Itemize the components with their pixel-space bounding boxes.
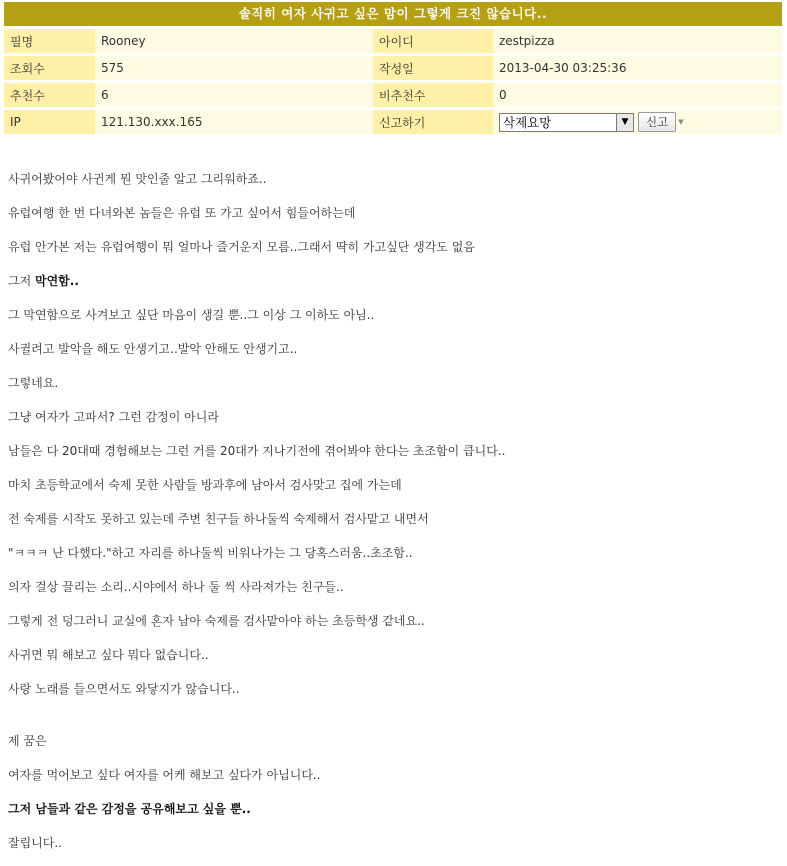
body-bold-text: 막연함..	[35, 274, 79, 288]
body-line	[8, 264, 778, 298]
body-bold-text: 그저 남들과 같은 감정을 공유해보고 싶을 뿐..	[8, 802, 251, 816]
body-line: 마치 초등학교에서 숙제 못한 사람들 방과후에 남아서 검사맞고 집에 가는데	[8, 478, 402, 492]
dropdown-caret-icon: ▼	[678, 118, 684, 126]
body-line: 남들은 다 20대때 경험해보는 그런 거를 20대가 지나기전에 겪어봐야 한다는 초조함이 큽니다..	[8, 444, 506, 458]
nick-label: 필명	[4, 29, 95, 53]
post-meta-table	[4, 26, 782, 137]
views-value: 575	[95, 56, 373, 80]
body-line: 여자를 먹어보고 싶다 여자를 어케 해보고 싶다가 아닙니다..	[8, 768, 321, 782]
report-label: 신고하기	[373, 110, 493, 134]
post-body	[8, 162, 778, 860]
report-reason-select[interactable]	[499, 113, 634, 132]
body-line: 제 꿈은	[8, 734, 47, 748]
body-line: 사귈려고 발악을 해도 안생기고..발악 안해도 안생기고..	[8, 342, 298, 356]
report-reason-value: 삭제요망	[503, 114, 552, 130]
meta-row-recommend	[4, 83, 782, 107]
id-label: 아이디	[373, 29, 493, 53]
body-line	[8, 792, 778, 826]
body-line: 그렇게 전 덩그러니 교실에 혼자 남아 숙제를 검사맡아야 하는 초등학생 같네요..	[8, 614, 425, 628]
nick-value: Rooney	[95, 29, 373, 53]
report-controls	[493, 110, 782, 134]
body-line: 사랑 노래를 들으면서도 와닿지가 않습니다..	[8, 682, 240, 696]
views-label: 조회수	[4, 56, 95, 80]
body-line: 사귀면 뭐 해보고 싶다 뭐다 없습니다..	[8, 648, 209, 662]
recommend-value: 6	[95, 83, 373, 107]
body-line: 그냥 여자가 고파서? 그런 감정이 아니라	[8, 410, 219, 424]
body-text: 그저	[8, 274, 35, 288]
recommend-label: 추천수	[4, 83, 95, 107]
blank-line	[8, 706, 778, 724]
report-button[interactable]: 신고	[638, 112, 676, 132]
id-value: zestpizza	[493, 29, 782, 53]
body-line: 사귀어봤어야 사귄게 뭔 맛인줄 알고 그리워하죠..	[8, 172, 267, 186]
chevron-down-icon[interactable]: ▼	[616, 114, 633, 131]
ip-label: IP	[4, 110, 95, 134]
body-line: 그렇네요.	[8, 376, 59, 390]
body-line: 의자 걸상 끌리는 소리..시야에서 하나 둘 씩 사라져가는 친구들..	[8, 580, 344, 594]
post-title: 솔직히 여자 사귀고 싶은 맘이 그렇게 크진 않습니다..	[4, 2, 782, 26]
nonrecommend-label: 비추천수	[373, 83, 493, 107]
body-line: "ㅋㅋㅋ 난 다했다."하고 자리를 하나둘씩 비워나가는 그 당혹스러움..초조함..	[8, 546, 413, 560]
body-line: 유럽여행 한 번 다녀와본 놈들은 유럽 또 가고 싶어서 힘들어하는데	[8, 206, 356, 220]
meta-row-ip	[4, 110, 782, 134]
body-line: 그 막연함으로 사겨보고 싶단 마음이 생길 뿐..그 이상 그 이하도 아님..	[8, 308, 375, 322]
body-line: 유럽 안가본 저는 유럽여행이 뭐 얼마나 즐거운지 모름..그래서 딱히 가고싶단 생각도 없음	[8, 240, 475, 254]
meta-row-author	[4, 29, 782, 53]
meta-row-views	[4, 56, 782, 80]
body-line: 전 숙제를 시작도 못하고 있는데 주변 친구들 하나둘씩 숙제해서 검사맡고 내면서	[8, 512, 429, 526]
body-line: 잘립니다..	[8, 836, 62, 850]
date-label: 작성일	[373, 56, 493, 80]
date-value: 2013-04-30 03:25:36	[493, 56, 782, 80]
ip-value: 121.130.xxx.165	[95, 110, 373, 134]
nonrecommend-value: 0	[493, 83, 782, 107]
